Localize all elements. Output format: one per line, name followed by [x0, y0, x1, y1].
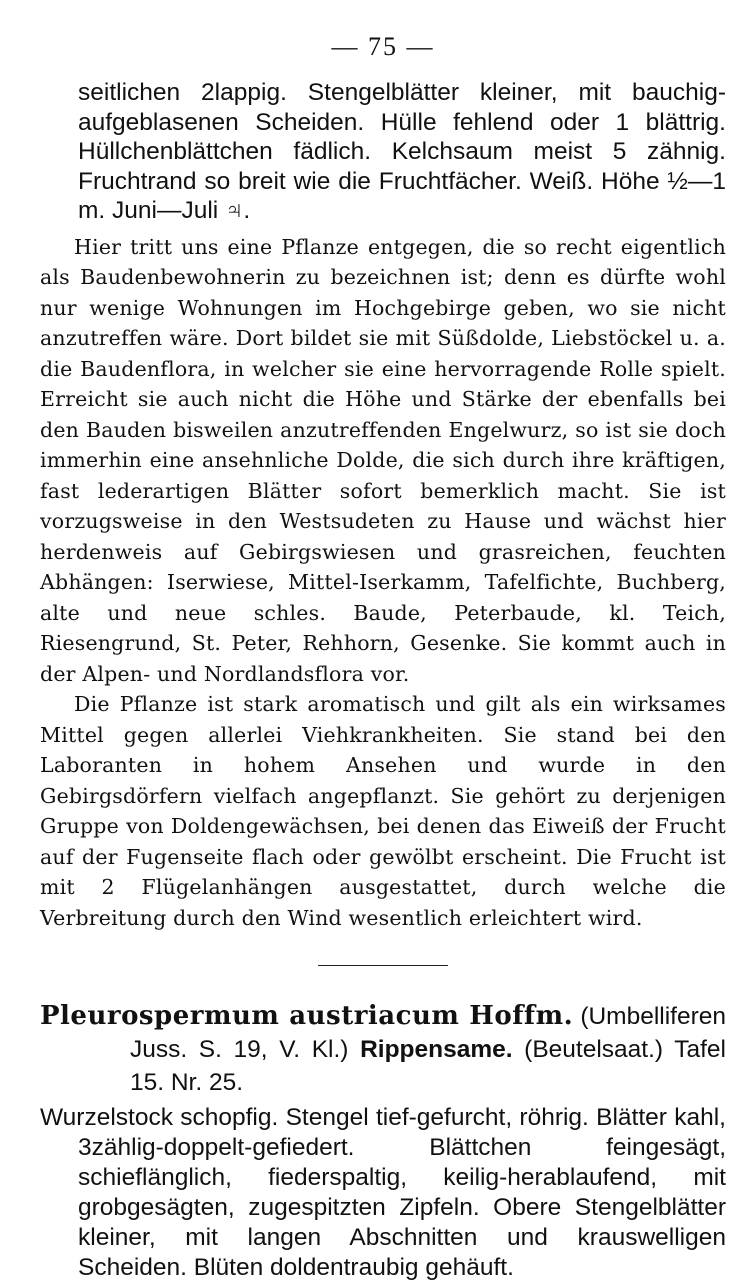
book-page — [40, 30, 726, 1283]
body-paragraph-habitat: Hier tritt uns eine Pflanze entgegen, die so recht eigentlich als Baudenbewohnerin zu bezeichnen ist; denn es dürfte wohl nur wenige Wohnungen im Hochgebirge geben, wo sie nicht anzutreffen wäre. Dort bildet sie mit Süßdolde, Liebstöckel u. a. die Baudenflora, in welcher sie eine hervorragende Rolle spielt. Erreicht sie auch nicht die Höhe und Stärke der ebenfalls bei den Bauden bisweilen anzutreffenden Engelwurz, so ist sie doch immerhin eine ansehnliche Dolde, die sich durch ihre kräftigen, fast lederartigen Blätter sofort bemerklich macht. Sie ist vorzugsweise in den Westsudeten zu Hause und wächst hier herdenweis auf Gebirgswiesen und grasreichen, feuchten Abhängen: Iserwiese, Mittel-Iserkamm, Tafelfichte, Buchberg, alte und neue schles. Baude, Peterbaude, kl. Teich, Riesengrund, St. Peter, Rehhorn, Gesenke. Sie kommt auch in der Alpen- und Nordlandsflora vor. — [40, 234, 726, 686]
page-number: — 75 — — [331, 32, 435, 61]
species-common-name: Rippensame. — [360, 1036, 513, 1063]
continued-plant-description: seitlichen 2lappig. Stengelblätter kleiner, mit bauchig-aufgeblasenen Scheiden. Hülle fehlend oder 1 blättrig. Hüllchenblättchen fädlich. Kelchsaum meist 5 zähnig. Fruchtrand so breit wie die Fruchtfächer. Weiß. Höhe ½—1 m. Juni—Juli ♃. — [78, 79, 726, 224]
species-description: Wurzelstock schopfig. Stengel tief-gefurcht, röhrig. Blätter kahl, 3zählig-doppelt-gefiedert. Blättchen feingesägt, schieflänglich, fiederspaltig, keilig-herablaufend, mit grobgesägten, zugespitzten Zipfeln. Obere Stengelblätter kleiner, mit langen Abschnitten und krauswelligen Scheiden. Blüten doldentraubig gehäuft. — [40, 1104, 726, 1281]
species-latin-name: Pleurospermum austriacum Hoffm. — [40, 1001, 574, 1031]
species-heading — [40, 1000, 726, 1099]
section-divider — [318, 965, 448, 966]
species-plate-reference: (Beutelsaat.) Tafel 15. Nr. 25. — [130, 1036, 726, 1096]
species-family: (Umbelliferen Juss. S. 19, V. Kl.) — [130, 1003, 726, 1063]
body-paragraph-uses: Die Pflanze ist stark aromatisch und gilt als ein wirksames Mittel gegen allerlei Viehkrankheiten. Sie stand bei den Laboranten in hohem Ansehen und wurde in den Gebirgsdörfern vielfach angepflanzt. Sie gehört zu derjenigen Gruppe von Doldengewächsen, bei denen das Eiweiß der Frucht auf der Fugenseite flach oder gewölbt erscheint. Die Frucht ist mit 2 Flügelanhängen ausgestattet, durch welche die Verbreitung durch den Wind wesentlich erleichtert wird. — [40, 692, 726, 930]
